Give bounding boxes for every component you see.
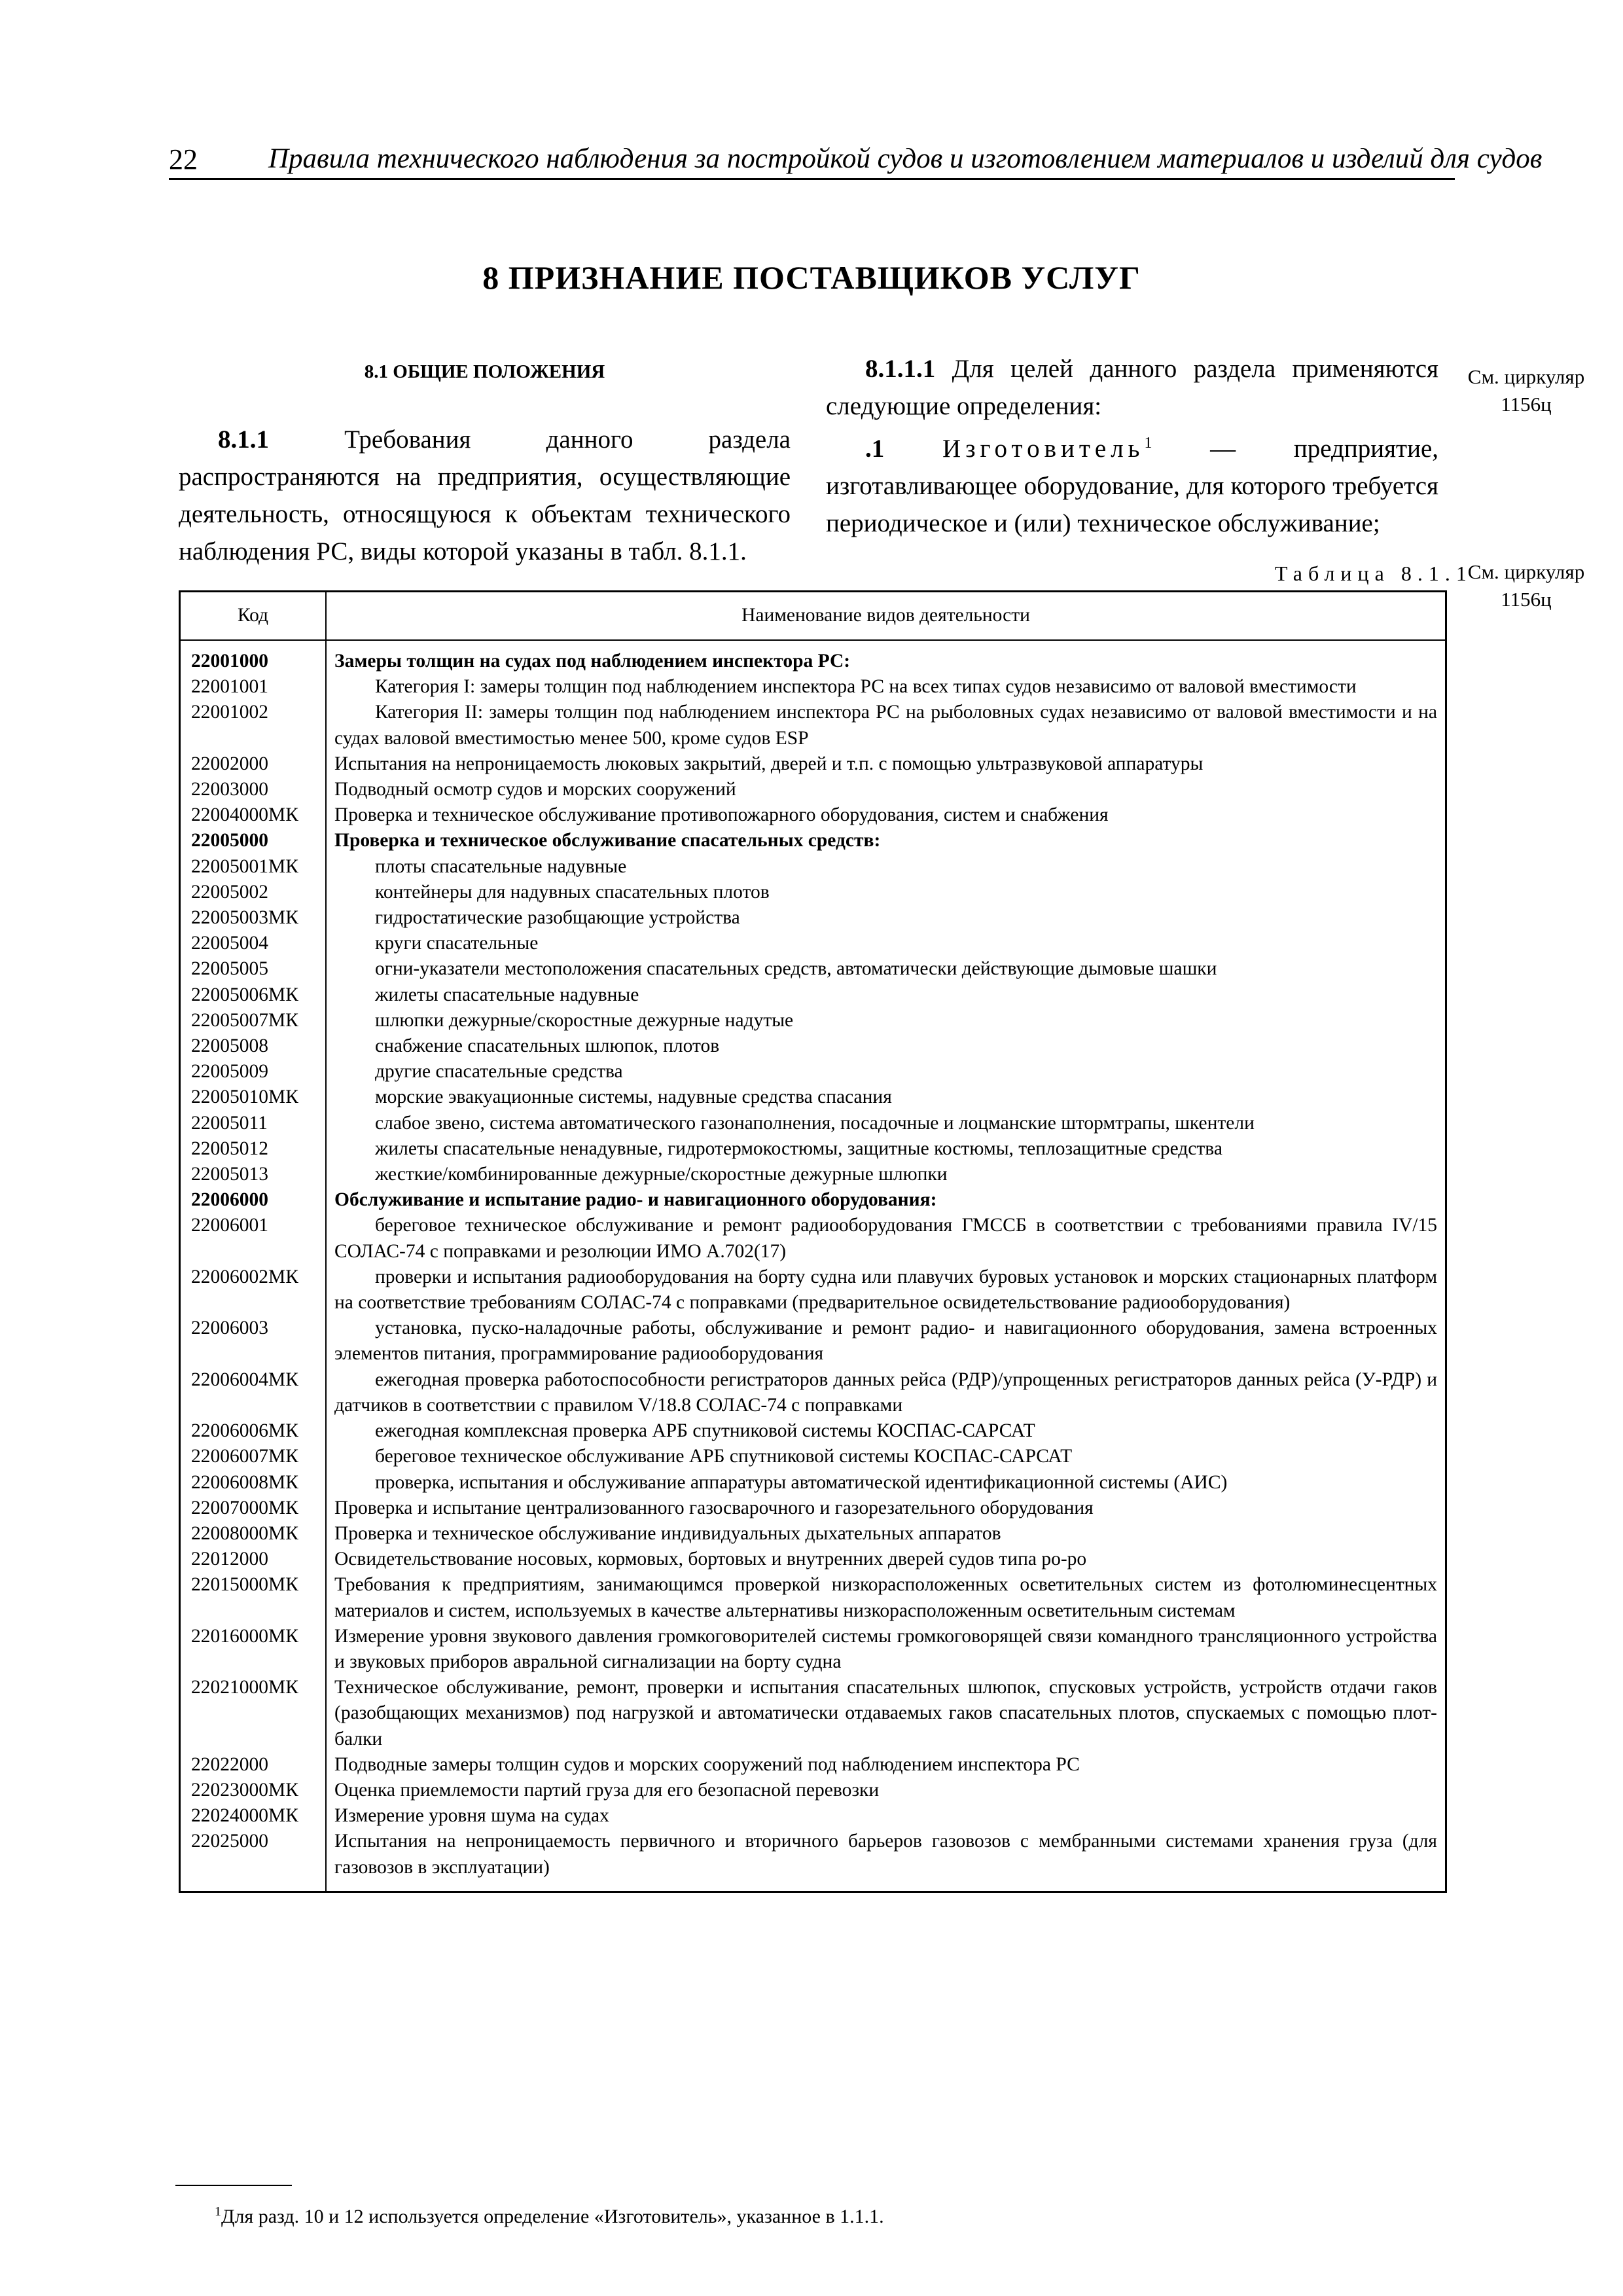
activity-description: Требования к предприятиям, занимающимся проверкой низкорасположенных осветительных систем из фотолюминесцентных материалов и систем, используемых в качестве альтернативы низкорасположенным осветительным системам — [334, 1574, 1437, 1621]
activity-description: жилеты спасательные ненадувные, гидротермокостюмы, защитные костюмы, теплозащитные средства — [375, 1138, 1222, 1159]
defined-term: Изготовитель — [942, 435, 1145, 463]
table-row — [180, 931, 1446, 956]
activity-code: 22022000 — [180, 1752, 327, 1778]
activity-code: 22006006МК — [180, 1418, 327, 1444]
table-row — [180, 1624, 1446, 1675]
activity-code: 22015000МК — [180, 1572, 327, 1623]
activity-code: 22006001 — [180, 1213, 327, 1264]
table-row — [180, 1829, 1446, 1892]
header-rule — [169, 178, 1455, 180]
activity-code: 22006000 — [180, 1187, 327, 1213]
table-row — [180, 1085, 1446, 1110]
activity-description: установка, пуско-наладочные работы, обслуживание и ремонт радио- и навигационного оборудования, замена встроенных элементов питания, программирование радиооборудования — [334, 1318, 1437, 1365]
activity-description: Освидетельствование носовых, кормовых, бортовых и внутренних дверей судов типа ро-ро — [334, 1549, 1087, 1570]
footnote-rule — [175, 2185, 292, 2186]
activity-code: 22001001 — [180, 674, 327, 700]
table-row — [180, 1111, 1446, 1136]
table-label: Таблица 8.1.1 — [1275, 562, 1472, 585]
activity-code: 22005012 — [180, 1136, 327, 1162]
activity-description: жилеты спасательные надувные — [375, 984, 639, 1005]
activity-description: Испытания на непроницаемость люковых закрытий, дверей и т.п. с помощью ультразвуковой аппаратуры — [334, 753, 1204, 774]
activity-code: 22006007МК — [180, 1444, 327, 1469]
activity-description: Подводный осмотр судов и морских сооружений — [334, 779, 736, 800]
activities-table — [179, 590, 1447, 1893]
clause-number: 8.1.1.1 — [865, 355, 936, 383]
right-column — [826, 350, 1438, 542]
activity-code: 22005009 — [180, 1059, 327, 1085]
activity-code: 22006004МК — [180, 1367, 327, 1418]
activity-description: шлюпки дежурные/скоростные дежурные надутые — [375, 1009, 794, 1031]
activity-description: Измерение уровня шума на судах — [334, 1805, 609, 1827]
footnote — [215, 2204, 884, 2228]
table-row — [180, 1008, 1446, 1033]
table-row — [180, 1162, 1446, 1187]
activity-code: 22005008 — [180, 1033, 327, 1059]
table-row — [180, 982, 1446, 1008]
activity-description: Оценка приемлемости партий груза для его безопасной перевозки — [334, 1779, 880, 1801]
table-row — [180, 1213, 1446, 1264]
table-row — [180, 640, 1446, 674]
table-row — [180, 1470, 1446, 1496]
column-header-name: Наименование видов деятельности — [326, 592, 1446, 641]
table-body — [180, 640, 1446, 1892]
activity-code: 22005004 — [180, 931, 327, 956]
footnote-text: Для разд. 10 и 12 используется определение «Изготовитель», указанное в 1.1.1. — [221, 2206, 884, 2227]
activity-code: 22005006МК — [180, 982, 327, 1008]
activity-code: 22005011 — [180, 1111, 327, 1136]
table-row — [180, 1675, 1446, 1752]
activity-code: 22003000 — [180, 777, 327, 802]
table-row — [180, 1316, 1446, 1367]
table-row — [180, 828, 1446, 853]
definition-manufacturer: .1 Изготовитель$^1$ — предприятие, изготавливающее оборудование, для которого требуется периодическое и (или) техническое обслуживание; — [826, 435, 1439, 537]
activity-description: гидростатические разобщающие устройства — [375, 907, 740, 929]
activity-code: 22005003МК — [180, 905, 327, 931]
activity-description: контейнеры для надувных спасательных плотов — [375, 881, 770, 903]
activity-description: Категория I: замеры толщин под наблюдением инспектора РС на всех типах судов независимо от валовой вместимости — [375, 676, 1357, 698]
margin-note-circular: См. циркуляр 1156ц — [1467, 560, 1585, 611]
activity-code: 22001002 — [180, 700, 327, 751]
activity-description: береговое техническое обслуживание и ремонт радиооборудования ГМССБ в соответствии с требованиями правила IV/15 СОЛАС-74 с поправками и резолюции ИМО А.702(17) — [334, 1215, 1437, 1262]
activity-description: морские эвакуационные системы, надувные средства спасания — [375, 1086, 892, 1108]
table-row — [180, 1521, 1446, 1547]
table-row — [180, 1752, 1446, 1778]
activity-code: 22006003 — [180, 1316, 327, 1367]
column-header-code: Код — [180, 592, 327, 641]
table-row — [180, 1547, 1446, 1572]
activity-description: слабое звено, система автоматического газонаполнения, посадочные и лоцманские штормтрапы, шкентели — [375, 1112, 1255, 1134]
table-row — [180, 802, 1446, 828]
activity-description: Испытания на непроницаемость первичного и вторичного барьеров газовозов с мембранными системами хранения груза (для газовозов в эксплуатации) — [334, 1831, 1437, 1878]
table-row — [180, 1572, 1446, 1623]
activity-code: 22005010МК — [180, 1085, 327, 1110]
activity-description: ежегодная проверка работоспособности регистраторов данных рейса (РДР)/упрощенных регистраторов данных рейса (У-РДР) и датчиков в соответствии с правилом V/18.8 СОЛАС-74 с поправками — [334, 1369, 1437, 1416]
activity-description: ежегодная комплексная проверка АРБ спутниковой системы КОСПАС-САРСАТ — [375, 1420, 1035, 1442]
page-number: 22 — [169, 143, 198, 175]
running-title: Правила технического наблюдения за постройкой судов и изготовлением материалов и изделий для судов — [268, 143, 1543, 174]
activity-code: 22025000 — [180, 1829, 327, 1892]
activity-code: 22012000 — [180, 1547, 327, 1572]
table-row — [180, 854, 1446, 880]
table-row — [180, 1444, 1446, 1469]
table-row — [180, 1136, 1446, 1162]
left-column — [179, 353, 791, 570]
activity-description: проверки и испытания радиооборудования на борту судна или плавучих буровых установок и морских стационарных платформ на соответствие требованиям СОЛАС-74 с поправками (предварительное освидетельствование радиооборудования) — [334, 1266, 1437, 1314]
activity-description: другие спасательные средства — [375, 1061, 623, 1083]
activity-code: 22005005 — [180, 956, 327, 982]
activity-description: Проверка и техническое обслуживание спасательных средств: — [334, 830, 881, 852]
activity-description: плоты спасательные надувные — [375, 855, 627, 877]
table-row — [180, 1418, 1446, 1444]
margin-note-circular: См. циркуляр 1156ц — [1467, 365, 1585, 416]
activity-code: 22001000 — [180, 640, 327, 674]
table-row — [180, 1803, 1446, 1829]
subsection-heading: 8.1 ОБЩИЕ ПОЛОЖЕНИЯ — [364, 361, 605, 382]
activity-description: Замеры толщин на судах под наблюдением инспектора РС: — [334, 651, 851, 672]
table-row — [180, 751, 1446, 777]
table-row — [180, 956, 1446, 982]
activity-code: 22006008МК — [180, 1470, 327, 1496]
activity-description: Проверка и испытание централизованного газосварочного и газорезательного оборудования — [334, 1497, 1094, 1518]
paragraph-8-1-1-1: 8.1.1.1 Для целей данного раздела применяются следующие определения: — [826, 355, 1438, 420]
activity-code: 22005001МК — [180, 854, 327, 880]
table-row — [180, 1033, 1446, 1059]
paragraph-8-1-1: 8.1.1 Требования данного раздела распространяются на предприятия, осуществляющие деятельность, относящуюся к объектам технического наблюдения РС, виды которой указаны в табл. 8.1.1. — [179, 425, 791, 565]
footnote-marker: 1 — [215, 2204, 221, 2219]
activity-description: Подводные замеры толщин судов и морских сооружений под наблюдением инспектора РС — [334, 1753, 1080, 1775]
table-row — [180, 777, 1446, 802]
activity-description: проверка, испытания и обслуживание аппаратуры автоматической идентификационной системы (АИС) — [375, 1471, 1228, 1493]
table-row — [180, 1778, 1446, 1803]
activity-code: 22005002 — [180, 880, 327, 905]
table-row — [180, 674, 1446, 700]
activity-code: 22005013 — [180, 1162, 327, 1187]
activity-description: Проверка и техническое обслуживание индивидуальных дыхательных аппаратов — [334, 1522, 1001, 1544]
activity-code: 22024000МК — [180, 1803, 327, 1829]
clause-number: 8.1.1 — [218, 425, 269, 454]
activity-description: круги спасательные — [375, 933, 539, 954]
activity-description: Проверка и техническое обслуживание противопожарного оборудования, систем и снабжения — [334, 804, 1109, 826]
table-row — [180, 905, 1446, 931]
activity-code: 22007000МК — [180, 1496, 327, 1521]
activity-code: 22005007МК — [180, 1008, 327, 1033]
activity-code: 22016000МК — [180, 1624, 327, 1675]
table-header-row — [180, 592, 1446, 641]
table-row — [180, 1059, 1446, 1085]
activity-description: огни-указатели местоположения спасательных средств, автоматически действующие дымовые шашки — [375, 958, 1217, 980]
activity-description: береговое техническое обслуживание АРБ спутниковой системы КОСПАС-САРСАТ — [375, 1446, 1073, 1467]
table-row — [180, 1265, 1446, 1316]
activity-code: 22006002МК — [180, 1265, 327, 1316]
activity-code: 22002000 — [180, 751, 327, 777]
activity-description: Измерение уровня звукового давления громкоговорителей системы громкоговорящей связи командного трансляционного устройства и звуковых приборов авральной сигнализации на борту судна — [334, 1625, 1437, 1672]
activity-description: жесткие/комбинированные дежурные/скоростные дежурные шлюпки — [375, 1164, 948, 1185]
activity-description: Обслуживание и испытание радио- и навигационного оборудования: — [334, 1189, 937, 1211]
table-row — [180, 880, 1446, 905]
activity-description: Категория II: замеры толщин под наблюдением инспектора РС на рыболовных судах независимо от валовой вместимости и на судах валовой вместимостью менее 500, кроме судов ESP — [334, 702, 1437, 749]
activity-code: 22008000МК — [180, 1521, 327, 1547]
activity-code: 22005000 — [180, 828, 327, 853]
footnote-ref: 1 — [1144, 435, 1152, 452]
table-row — [180, 1367, 1446, 1418]
section-title: 8 ПРИЗНАНИЕ ПОСТАВЩИКОВ УСЛУГ — [482, 259, 1141, 296]
activity-code: 22021000МК — [180, 1675, 327, 1752]
activity-code: 22023000МК — [180, 1778, 327, 1803]
table-row — [180, 1187, 1446, 1213]
table-row — [180, 700, 1446, 751]
table-row — [180, 1496, 1446, 1521]
activity-code: 22004000МК — [180, 802, 327, 828]
activity-description: Техническое обслуживание, ремонт, проверки и испытания спасательных шлюпок, спусковых устройств, устройств отдачи гаков (разобщающих механизмов) под нагрузкой и автоматически отдаваемых гаков спасательных плотов, спускаемых с помощью плот-балки — [334, 1677, 1437, 1749]
activity-description: снабжение спасательных шлюпок, плотов — [375, 1035, 720, 1057]
